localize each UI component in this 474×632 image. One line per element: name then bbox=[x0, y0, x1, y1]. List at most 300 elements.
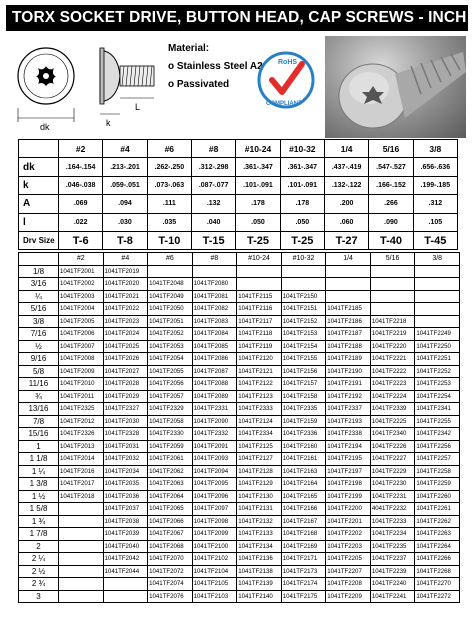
table-row bbox=[19, 540, 460, 553]
size-header: #6 bbox=[147, 140, 191, 158]
part-number-cell: 1041TF2218 bbox=[370, 315, 415, 328]
part-number-cell: 1041TF2030 bbox=[103, 415, 148, 428]
table-row bbox=[19, 390, 460, 403]
dimension-value: .094 bbox=[103, 195, 147, 213]
part-number-cell: 1041TF2328 bbox=[103, 428, 148, 441]
part-number-cell: 1041TF2219 bbox=[370, 328, 415, 341]
dimension-value: .069 bbox=[59, 195, 103, 213]
part-number-cell: 1041TF2016 bbox=[59, 465, 104, 478]
part-number-cell: 1041TF2009 bbox=[59, 365, 104, 378]
dimension-value: .361-.347 bbox=[280, 158, 324, 176]
part-number-cell: 1041TF2038 bbox=[103, 515, 148, 528]
length-cell: ¾ bbox=[19, 390, 59, 403]
dimension-value: .022 bbox=[59, 213, 103, 231]
part-number-cell: 1041TF2329 bbox=[148, 403, 193, 416]
part-number-cell: 1041TF2192 bbox=[326, 390, 371, 403]
size-header: #8 bbox=[192, 253, 237, 266]
size-header: 3/8 bbox=[413, 140, 457, 158]
dimension-value: .437-.419 bbox=[324, 158, 368, 176]
part-number-cell: 1041TF2136 bbox=[237, 553, 282, 566]
part-number-cell: 1041TF2090 bbox=[192, 415, 237, 428]
length-cell: ¼ bbox=[19, 290, 59, 303]
part-number-cell: 1041TF2082 bbox=[192, 303, 237, 316]
material-item: o Stainless Steel A2 bbox=[168, 61, 263, 72]
dimension-value: T-27 bbox=[324, 231, 368, 249]
part-number-cell: 1041TF2081 bbox=[192, 290, 237, 303]
part-number-cell: 1041TF2257 bbox=[415, 453, 460, 466]
size-header: 3/8 bbox=[415, 253, 460, 266]
part-number-cell: 1041TF2155 bbox=[281, 353, 326, 366]
part-number-cell: 1041TF2021 bbox=[103, 290, 148, 303]
part-number-cell: 1041TF2054 bbox=[148, 353, 193, 366]
size-header: #10-24 bbox=[237, 253, 282, 266]
part-number-cell: 1041TF2097 bbox=[192, 503, 237, 516]
part-number-cell: 1041TF2156 bbox=[281, 365, 326, 378]
dimension-value: .361-.347 bbox=[236, 158, 280, 176]
part-number-cell: 1041TF2335 bbox=[281, 403, 326, 416]
part-number-cell: 1041TF2122 bbox=[237, 378, 282, 391]
dimension-value: .178 bbox=[236, 195, 280, 213]
part-number-cell bbox=[415, 278, 460, 291]
part-number-header-row bbox=[19, 253, 460, 266]
dimension-value: T-40 bbox=[369, 231, 413, 249]
table-row bbox=[19, 578, 460, 591]
part-number-cell: 1041TF2086 bbox=[192, 353, 237, 366]
part-number-cell: 1041TF2250 bbox=[415, 340, 460, 353]
size-header: 1/4 bbox=[326, 253, 371, 266]
part-number-cell: 1041TF2087 bbox=[192, 365, 237, 378]
dimension-value: .090 bbox=[369, 213, 413, 231]
part-number-cell: 1041TF2336 bbox=[281, 428, 326, 441]
dimension-value: T-25 bbox=[280, 231, 324, 249]
part-number-cell: 1041TF2006 bbox=[59, 328, 104, 341]
part-number-cell: 1041TF2010 bbox=[59, 378, 104, 391]
dimension-value: .166-.152 bbox=[369, 176, 413, 194]
part-number-cell: 1041TF2198 bbox=[326, 478, 371, 491]
dimension-value: .060 bbox=[324, 213, 368, 231]
part-number-cell: 1041TF2118 bbox=[237, 328, 282, 341]
part-number-cell: 1041TF2044 bbox=[103, 565, 148, 578]
part-number-cell: 1041TF2207 bbox=[326, 565, 371, 578]
part-number-cell: 1041TF2031 bbox=[103, 440, 148, 453]
dimension-value: .050 bbox=[236, 213, 280, 231]
part-number-cell: 1041TF2227 bbox=[370, 453, 415, 466]
part-number-cell: 1041TF2199 bbox=[326, 490, 371, 503]
length-cell: 2 ¼ bbox=[19, 553, 59, 566]
dimension-value: T-8 bbox=[103, 231, 147, 249]
part-number-cell: 1041TF2209 bbox=[326, 590, 371, 603]
part-number-cell: 1041TF2197 bbox=[326, 465, 371, 478]
size-header: #4 bbox=[103, 140, 147, 158]
length-cell: 1 ½ bbox=[19, 490, 59, 503]
part-number-cell: 1041TF2057 bbox=[148, 390, 193, 403]
part-number-cell bbox=[59, 528, 104, 541]
part-number-cell: 1041TF2337 bbox=[326, 403, 371, 416]
part-number-cell: 1041TF2098 bbox=[192, 515, 237, 528]
part-number-cell: 1041TF2067 bbox=[148, 528, 193, 541]
part-number-cell: 1041TF2186 bbox=[326, 315, 371, 328]
part-number-cell: 1041TF2187 bbox=[326, 328, 371, 341]
part-number-cell: 1041TF2159 bbox=[281, 415, 326, 428]
part-number-cell: 1041TF2235 bbox=[370, 540, 415, 553]
part-number-cell: 1041TF2171 bbox=[281, 553, 326, 566]
length-cell: 1 1/8 bbox=[19, 453, 59, 466]
part-number-cell: 1041TF2064 bbox=[148, 490, 193, 503]
dimension-value: .312-.298 bbox=[191, 158, 235, 176]
dimension-row-label: Drv Size bbox=[19, 231, 59, 249]
part-number-cell: 1041TF2268 bbox=[415, 565, 460, 578]
part-number-cell: 1041TF2102 bbox=[192, 553, 237, 566]
part-number-cell: 1041TF2130 bbox=[237, 490, 282, 503]
part-number-cell: 1041TF2150 bbox=[281, 290, 326, 303]
part-number-cell: 1041TF2261 bbox=[415, 503, 460, 516]
part-number-cell: 1041TF2034 bbox=[103, 465, 148, 478]
part-number-cell: 1041TF2200 bbox=[326, 503, 371, 516]
part-number-cell: 1041TF2151 bbox=[281, 303, 326, 316]
part-number-cell: 1041TF2019 bbox=[103, 265, 148, 278]
dimension-value: .035 bbox=[147, 213, 191, 231]
part-number-cell bbox=[415, 265, 460, 278]
part-number-cell: 1041TF2164 bbox=[281, 478, 326, 491]
length-cell: 13/16 bbox=[19, 403, 59, 416]
part-number-cell: 1041TF2065 bbox=[148, 503, 193, 516]
part-number-cell bbox=[281, 278, 326, 291]
dk-label: dk bbox=[40, 122, 50, 132]
part-number-cell: 1041TF2029 bbox=[103, 390, 148, 403]
dimension-value: .040 bbox=[191, 213, 235, 231]
length-cell: 1 5/8 bbox=[19, 503, 59, 516]
length-cell: 1/8 bbox=[19, 265, 59, 278]
length-cell: 15/16 bbox=[19, 428, 59, 441]
part-number-cell: 1041TF2024 bbox=[103, 328, 148, 341]
part-number-cell: 1041TF2076 bbox=[148, 590, 193, 603]
part-number-cell: 1041TF2066 bbox=[148, 515, 193, 528]
dimension-row-label: k bbox=[19, 176, 59, 194]
part-number-cell: 1041TF2234 bbox=[370, 528, 415, 541]
part-number-cell: 1041TF2241 bbox=[370, 590, 415, 603]
part-number-cell: 1041TF2124 bbox=[237, 415, 282, 428]
table-row bbox=[19, 453, 460, 466]
part-number-cell bbox=[415, 315, 460, 328]
part-number-cell: 1041TF2270 bbox=[415, 578, 460, 591]
dimension-header-row bbox=[19, 140, 458, 158]
dimension-row-label: dk bbox=[19, 158, 59, 176]
part-number-cell: 1041TF2096 bbox=[192, 490, 237, 503]
part-number-cell: 1041TF2068 bbox=[148, 540, 193, 553]
length-cell: 7/8 bbox=[19, 415, 59, 428]
size-header: #10-32 bbox=[281, 253, 326, 266]
part-number-cell: 1041TF2134 bbox=[237, 540, 282, 553]
table-row bbox=[19, 465, 460, 478]
dimension-row bbox=[19, 213, 458, 231]
dimension-row bbox=[19, 195, 458, 213]
part-number-cell: 1041TF2252 bbox=[415, 365, 460, 378]
part-number-cell: 1041TF2001 bbox=[59, 265, 104, 278]
material-block bbox=[168, 40, 263, 94]
part-number-cell: 1041TF2105 bbox=[192, 578, 237, 591]
part-number-cell: 1041TF2123 bbox=[237, 390, 282, 403]
part-number-cell: 1041TF2085 bbox=[192, 340, 237, 353]
part-number-cell: 1041TF2008 bbox=[59, 353, 104, 366]
part-number-cell: 1041TF2327 bbox=[103, 403, 148, 416]
part-number-cell: 1041TF2230 bbox=[370, 478, 415, 491]
part-number-cell bbox=[103, 590, 148, 603]
part-number-cell bbox=[370, 278, 415, 291]
part-number-cell: 1041TF2188 bbox=[326, 340, 371, 353]
part-number-cell: 1041TF2153 bbox=[281, 328, 326, 341]
part-number-cell: 1041TF2132 bbox=[237, 515, 282, 528]
part-number-cell bbox=[370, 290, 415, 303]
part-number-cell: 1041TF2059 bbox=[148, 440, 193, 453]
length-cell: 2 ¾ bbox=[19, 578, 59, 591]
dimension-value: .178 bbox=[280, 195, 324, 213]
part-number-cell: 1041TF2333 bbox=[237, 403, 282, 416]
dimension-value: .101-.091 bbox=[280, 176, 324, 194]
part-number-cell bbox=[237, 265, 282, 278]
part-number-cell: 1041TF2037 bbox=[103, 503, 148, 516]
part-number-cell: 1041TF2138 bbox=[237, 565, 282, 578]
size-header: #8 bbox=[191, 140, 235, 158]
dimension-value: .656-.636 bbox=[413, 158, 457, 176]
part-number-cell: 1041TF2017 bbox=[59, 478, 104, 491]
part-number-cell: 1041TF2189 bbox=[326, 353, 371, 366]
part-number-cell: 1041TF2154 bbox=[281, 340, 326, 353]
length-cell: 5/8 bbox=[19, 365, 59, 378]
table-row bbox=[19, 478, 460, 491]
part-number-cell: 1041TF2223 bbox=[370, 378, 415, 391]
part-number-cell: 1041TF2139 bbox=[237, 578, 282, 591]
part-number-cell: 1041TF2185 bbox=[326, 303, 371, 316]
material-heading: Material: bbox=[168, 43, 210, 54]
table-row bbox=[19, 515, 460, 528]
dimension-row-label: l bbox=[19, 213, 59, 231]
part-number-cell: 1041TF2062 bbox=[148, 465, 193, 478]
part-number-cell: 1041TF2042 bbox=[103, 553, 148, 566]
part-number-cell bbox=[103, 578, 148, 591]
part-number-cell: 1041TF2100 bbox=[192, 540, 237, 553]
part-number-cell: 1041TF2239 bbox=[370, 565, 415, 578]
part-number-cell: 1041TF2163 bbox=[281, 465, 326, 478]
part-number-cell: 1041TF2253 bbox=[415, 378, 460, 391]
table-row bbox=[19, 565, 460, 578]
part-number-cell: 1041TF2332 bbox=[192, 428, 237, 441]
length-cell: 1 ¾ bbox=[19, 515, 59, 528]
table-row bbox=[19, 265, 460, 278]
part-number-cell: 1041TF2032 bbox=[103, 453, 148, 466]
length-cell: 11/16 bbox=[19, 378, 59, 391]
table-row bbox=[19, 553, 460, 566]
part-number-cell: 1041TF2222 bbox=[370, 365, 415, 378]
dimension-value: T-6 bbox=[59, 231, 103, 249]
part-number-cell: 1041TF2221 bbox=[370, 353, 415, 366]
part-number-cell: 1041TF2050 bbox=[148, 303, 193, 316]
table-row bbox=[19, 503, 460, 516]
length-cell: 2 ½ bbox=[19, 565, 59, 578]
part-number-cell: 1041TF2325 bbox=[59, 403, 104, 416]
part-number-cell: 1041TF2091 bbox=[192, 440, 237, 453]
size-header: 5/16 bbox=[370, 253, 415, 266]
dimension-value: .199-.185 bbox=[413, 176, 457, 194]
part-number-cell: 1041TF2049 bbox=[148, 290, 193, 303]
part-number-cell bbox=[237, 278, 282, 291]
part-number-cell bbox=[326, 290, 371, 303]
part-number-cell: 1041TF2161 bbox=[281, 453, 326, 466]
part-number-cell bbox=[415, 290, 460, 303]
corner-cell bbox=[19, 140, 59, 158]
length-cell: 3/8 bbox=[19, 315, 59, 328]
length-cell: 1 3/8 bbox=[19, 478, 59, 491]
part-number-cell: 1041TF2095 bbox=[192, 478, 237, 491]
rohs-compliant-icon bbox=[256, 50, 316, 112]
part-number-cell: 1041TF2174 bbox=[281, 578, 326, 591]
part-number-cell: 1041TF2013 bbox=[59, 440, 104, 453]
part-number-cell: 1041TF2012 bbox=[59, 415, 104, 428]
table-row bbox=[19, 378, 460, 391]
table-row bbox=[19, 290, 460, 303]
length-cell: 3/16 bbox=[19, 278, 59, 291]
length-cell: 1 7/8 bbox=[19, 528, 59, 541]
part-number-cell: 1041TF2240 bbox=[370, 578, 415, 591]
size-header: #10-24 bbox=[236, 140, 280, 158]
part-number-cell: 1041TF2011 bbox=[59, 390, 104, 403]
part-number-cell: 1041TF2173 bbox=[281, 565, 326, 578]
dimension-value: .164-.154 bbox=[59, 158, 103, 176]
part-number-cell bbox=[59, 590, 104, 603]
part-number-cell: 1041TF2342 bbox=[415, 428, 460, 441]
part-number-cell: 1041TF2089 bbox=[192, 390, 237, 403]
part-number-cell: 1041TF2125 bbox=[237, 440, 282, 453]
part-number-cell: 1041TF2168 bbox=[281, 528, 326, 541]
part-number-cell: 1041TF2063 bbox=[148, 478, 193, 491]
part-number-cell: 1041TF2120 bbox=[237, 353, 282, 366]
part-number-cell: 1041TF2027 bbox=[103, 365, 148, 378]
part-number-cell: 1041TF2158 bbox=[281, 390, 326, 403]
part-number-cell: 1041TF2262 bbox=[415, 515, 460, 528]
dimension-value: .262-.250 bbox=[147, 158, 191, 176]
part-number-cell: 1041TF2004 bbox=[59, 303, 104, 316]
l-label: L bbox=[135, 102, 141, 112]
size-header: #4 bbox=[103, 253, 148, 266]
part-number-cell: 1041TF2229 bbox=[370, 465, 415, 478]
dimension-value: .087-.077 bbox=[191, 176, 235, 194]
part-number-cell: 1041TF2191 bbox=[326, 378, 371, 391]
part-number-cell: 1041TF2104 bbox=[192, 565, 237, 578]
dimension-value: .111 bbox=[147, 195, 191, 213]
size-header: #10-32 bbox=[280, 140, 324, 158]
part-number-cell: 1041TF2255 bbox=[415, 415, 460, 428]
part-number-cell: 1041TF2201 bbox=[326, 515, 371, 528]
table-row bbox=[19, 415, 460, 428]
part-number-cell: 1041TF2338 bbox=[326, 428, 371, 441]
part-number-cell: 1041TF2226 bbox=[370, 440, 415, 453]
part-number-cell: 1041TF2070 bbox=[148, 553, 193, 566]
table-row bbox=[19, 340, 460, 353]
table-row bbox=[19, 440, 460, 453]
table-row bbox=[19, 315, 460, 328]
part-number-cell: 1041TF2007 bbox=[59, 340, 104, 353]
part-number-cell: 1041TF2020 bbox=[103, 278, 148, 291]
part-number-cell: 1041TF2117 bbox=[237, 315, 282, 328]
corner-cell bbox=[19, 253, 59, 266]
part-number-cell: 1041TF2165 bbox=[281, 490, 326, 503]
part-number-cell: 1041TF2208 bbox=[326, 578, 371, 591]
size-header: 1/4 bbox=[324, 140, 368, 158]
table-row bbox=[19, 590, 460, 603]
screw-photo bbox=[325, 36, 466, 138]
dimension-row-label: A bbox=[19, 195, 59, 213]
length-cell: 7/16 bbox=[19, 328, 59, 341]
length-cell: 2 bbox=[19, 540, 59, 553]
part-number-cell: 1041TF2195 bbox=[326, 453, 371, 466]
part-number-cell: 1041TF2193 bbox=[326, 415, 371, 428]
part-number-cell: 1041TF2157 bbox=[281, 378, 326, 391]
part-number-cell: 1041TF2272 bbox=[415, 590, 460, 603]
part-number-cell: 1041TF2254 bbox=[415, 390, 460, 403]
length-cell: 9/16 bbox=[19, 353, 59, 366]
part-number-cell bbox=[148, 265, 193, 278]
part-number-cell bbox=[192, 265, 237, 278]
part-number-cell: 1041TF2167 bbox=[281, 515, 326, 528]
table-row bbox=[19, 303, 460, 316]
table-row bbox=[19, 278, 460, 291]
part-number-cell: 1041TF2140 bbox=[237, 590, 282, 603]
part-number-cell: 1041TF2203 bbox=[326, 540, 371, 553]
part-number-cell: 1041TF2099 bbox=[192, 528, 237, 541]
part-number-cell: 1041TF2133 bbox=[237, 528, 282, 541]
part-number-cell: 1041TF2003 bbox=[59, 290, 104, 303]
dimension-value: .105 bbox=[413, 213, 457, 231]
part-number-cell: 1041TF2052 bbox=[148, 328, 193, 341]
part-number-cell: 1041TF2084 bbox=[192, 328, 237, 341]
part-number-cell: 1041TF2166 bbox=[281, 503, 326, 516]
part-number-cell: 1041TF2058 bbox=[148, 415, 193, 428]
size-header: #2 bbox=[59, 140, 103, 158]
part-number-cell: 1041TF2339 bbox=[370, 403, 415, 416]
part-number-cell bbox=[59, 503, 104, 516]
part-number-cell: 1041TF2331 bbox=[192, 403, 237, 416]
part-number-cell: 1041TF2119 bbox=[237, 340, 282, 353]
part-number-cell bbox=[59, 578, 104, 591]
part-number-cell: 1041TF2074 bbox=[148, 578, 193, 591]
part-number-cell bbox=[326, 265, 371, 278]
dimension-value: .312 bbox=[413, 195, 457, 213]
length-cell: 3 bbox=[19, 590, 59, 603]
dimension-value: T-45 bbox=[413, 231, 457, 249]
part-number-cell: 1041TF2056 bbox=[148, 378, 193, 391]
dimension-value: .213-.201 bbox=[103, 158, 147, 176]
part-number-cell: 1041TF2160 bbox=[281, 440, 326, 453]
part-number-cell: 1041TF2002 bbox=[59, 278, 104, 291]
dimension-value: .059-.051 bbox=[103, 176, 147, 194]
length-cell: ½ bbox=[19, 340, 59, 353]
k-label: k bbox=[106, 118, 111, 128]
part-number-cell: 4041TF2232 bbox=[370, 503, 415, 516]
part-number-cell: 1041TF2080 bbox=[192, 278, 237, 291]
part-number-cell: 1041TF2023 bbox=[103, 315, 148, 328]
part-number-cell: 1041TF2127 bbox=[237, 453, 282, 466]
size-header: #2 bbox=[59, 253, 104, 266]
part-number-cell bbox=[59, 540, 104, 553]
dimension-row bbox=[19, 176, 458, 194]
part-number-cell: 1041TF2233 bbox=[370, 515, 415, 528]
dimension-value: .101-.091 bbox=[236, 176, 280, 194]
part-number-cell: 1041TF2169 bbox=[281, 540, 326, 553]
table-row bbox=[19, 365, 460, 378]
part-number-cell: 1041TF2061 bbox=[148, 453, 193, 466]
dimension-value: .050 bbox=[280, 213, 324, 231]
part-number-cell: 1041TF2231 bbox=[370, 490, 415, 503]
part-number-cell: 1041TF2014 bbox=[59, 453, 104, 466]
